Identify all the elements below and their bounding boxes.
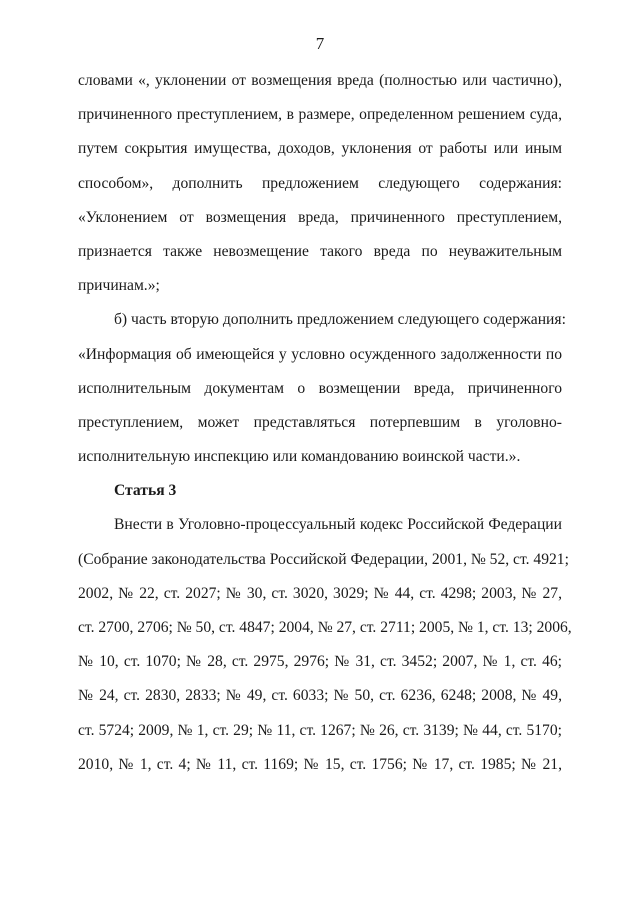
text-line: способом», дополнить предложением следующего содержания: (78, 174, 562, 192)
text-line: № 24, ст. 2830, 2833; № 49, ст. 6033; № 50, ст. 6236, 6248; 2008, № 49, (78, 687, 562, 705)
text-line: ст. 2700, 2706; № 50, ст. 4847; 2004, № 27, ст. 2711; 2005, № 1, ст. 13; 2006, (78, 619, 572, 636)
text-line: причиненного преступлением, в размере, определенном решением суда, (78, 106, 562, 124)
text-line: причинам.»; (78, 277, 160, 295)
text-line: путем сокрытия имущества, доходов, уклонения от работы или иным (78, 140, 562, 158)
text-line: исполнительным документам о возмещении вреда, причиненного (78, 379, 562, 397)
text-line: преступлением, может представляться потерпевшим в уголовно- (78, 413, 562, 431)
text-line: признается также невозмещение такого вреда по неуважительным (78, 242, 562, 260)
text-line: 2002, № 22, ст. 2027; № 30, ст. 3020, 3029; № 44, ст. 4298; 2003, № 27, (78, 584, 562, 602)
text-line: № 10, ст. 1070; № 28, ст. 2975, 2976; № 31, ст. 3452; 2007, № 1, ст. 46; (78, 653, 562, 671)
text-line: исполнительную инспекцию или командованию воинской части.». (78, 448, 521, 466)
section-heading: Статья 3 (114, 482, 177, 500)
text-line: «Информация об имеющейся у условно осужденного задолженности по (78, 345, 562, 363)
text-line: «Уклонением от возмещения вреда, причиненного преступлением, (78, 208, 562, 226)
text-line: 2010, № 1, ст. 4; № 11, ст. 1169; № 15, ст. 1756; № 17, ст. 1985; № 21, (78, 755, 562, 773)
text-line: Внести в Уголовно-процессуальный кодекс Российской Федерации (114, 516, 562, 534)
text-line: словами «, уклонении от возмещения вреда (полностью или частично), (78, 72, 562, 89)
text-line: б) часть вторую дополнить предложением следующего содержания: (114, 311, 566, 329)
text-line: ст. 5724; 2009, № 1, ст. 29; № 11, ст. 1267; № 26, ст. 3139; № 44, ст. 5170; (78, 721, 562, 739)
text-line: (Собрание законодательства Российской Федерации, 2001, № 52, ст. 4921; (78, 550, 569, 568)
document-body (78, 64, 572, 782)
page-number: 7 (315, 34, 325, 53)
